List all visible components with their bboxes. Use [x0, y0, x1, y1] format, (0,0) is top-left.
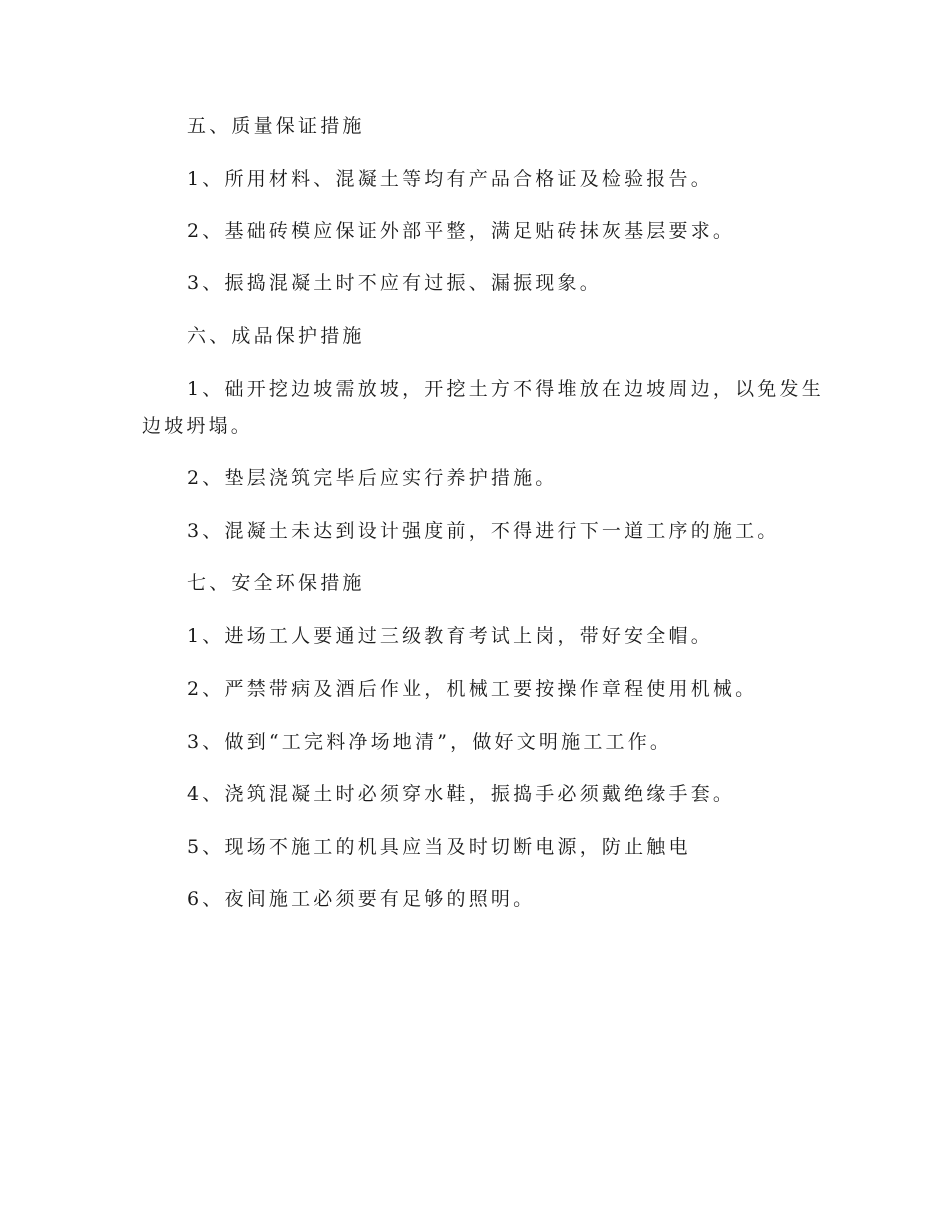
paragraph-safety-2: 2、严禁带病及酒后作业，机械工要按操作章程使用机械。	[187, 678, 758, 700]
paragraph-safety-4: 4、浇筑混凝土时必须穿水鞋，振捣手必须戴绝缘手套。	[187, 783, 736, 805]
paragraph-quality-2: 2、基础砖模应保证外部平整，满足贴砖抹灰基层要求。	[187, 220, 736, 242]
paragraph-quality-3: 3、振捣混凝土时不应有过振、漏振现象。	[187, 272, 602, 294]
paragraph-protection-1: 1、础开挖边坡需放坡，开挖土方不得堆放在边坡周边，以免发生	[187, 378, 824, 400]
section-heading-protection: 六、成品保护措施	[187, 325, 365, 347]
paragraph-safety-6: 6、夜间施工必须要有足够的照明。	[187, 888, 536, 910]
paragraph-safety-1: 1、进场工人要通过三级教育考试上岗，带好安全帽。	[187, 625, 713, 647]
paragraph-protection-2: 2、垫层浇筑完毕后应实行养护措施。	[187, 467, 558, 489]
paragraph-safety-5: 5、现场不施工的机具应当及时切断电源，防止触电	[187, 836, 691, 858]
paragraph-safety-3: 3、做到“工完料净场地清”，做好文明施工工作。	[187, 731, 673, 753]
section-heading-safety: 七、安全环保措施	[187, 572, 365, 594]
paragraph-protection-1-continued: 边坡坍塌。	[142, 415, 254, 437]
section-heading-quality: 五、质量保证措施	[187, 115, 365, 137]
paragraph-protection-3: 3、混凝土未达到设计强度前，不得进行下一道工序的施工。	[187, 520, 780, 542]
paragraph-quality-1: 1、所用材料、混凝土等均有产品合格证及检验报告。	[187, 168, 713, 190]
